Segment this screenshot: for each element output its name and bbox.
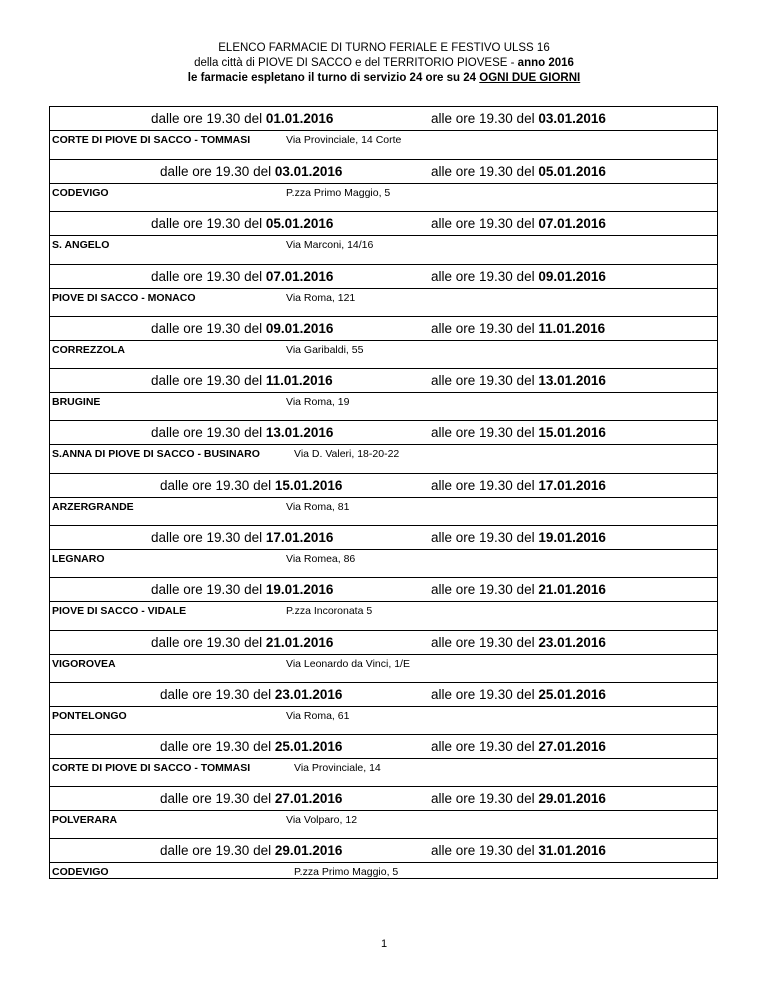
to-label: alle ore 19.30 del [431,373,539,388]
to-label: alle ore 19.30 del [431,164,539,179]
page-number: 1 [380,938,388,950]
pharmacy-town: VIGOROVEA [52,658,116,670]
from-label: dalle ore 19.30 del [151,582,266,597]
note-underlined: OGNI DUE GIORNI [479,72,581,84]
shift-to [431,373,606,388]
from-date: 09.01.2016 [265,321,334,336]
pharmacy-address: Via Roma, 121 [286,292,356,304]
pharmacy-address: P.zza Primo Maggio, 5 [294,866,399,878]
shift-to [431,739,606,754]
pharmacy-town: LEGNARO [52,553,105,565]
to-date: 17.01.2016 [538,478,606,493]
to-label: alle ore 19.30 del [431,635,539,650]
shift-to [431,425,606,440]
pharmacy-town: PIOVE DI SACCO - VIDALE [52,605,187,617]
doc-note [0,71,768,86]
from-date: 21.01.2016 [265,635,334,650]
pharmacy-town: S. ANGELO [52,239,110,251]
doc-subtitle [0,56,768,71]
shift-to [431,635,606,650]
from-date: 19.01.2016 [265,582,334,597]
to-label: alle ore 19.30 del [431,111,539,126]
from-date: 27.01.2016 [274,791,343,806]
to-date: 15.01.2016 [538,425,606,440]
shift-block [50,525,717,577]
shift-to [431,843,606,858]
shift-to [431,111,606,126]
pharmacy-row [50,497,717,516]
from-date: 29.01.2016 [274,843,343,858]
shift-table [49,106,718,879]
to-date: 19.01.2016 [538,530,606,545]
from-label: dalle ore 19.30 del [151,530,266,545]
from-label: dalle ore 19.30 del [151,216,266,231]
to-date: 21.01.2016 [538,582,606,597]
shift-to [431,687,606,702]
shift-to [431,321,605,336]
shift-from [160,164,342,179]
shift-block [50,316,717,368]
shift-from [160,791,342,806]
pharmacy-town: BRUGINE [52,396,101,408]
to-label: alle ore 19.30 del [431,791,539,806]
to-date: 25.01.2016 [538,687,606,702]
shift-from [151,269,333,284]
shift-block [50,420,717,472]
shift-block [50,264,717,316]
shift-block [50,577,717,629]
shift-from [151,635,333,650]
shift-from [160,687,342,702]
shift-from [151,530,333,545]
to-label: alle ore 19.30 del [431,582,539,597]
shift-from [160,739,342,754]
shift-block [50,107,717,159]
shift-to [431,478,606,493]
from-label: dalle ore 19.30 del [151,425,266,440]
shift-from [160,843,342,858]
to-date: 11.01.2016 [538,321,606,336]
shift-block [50,682,717,734]
to-label: alle ore 19.30 del [431,843,539,858]
from-label: dalle ore 19.30 del [160,687,275,702]
pharmacy-town: PIOVE DI SACCO - MONACO [52,292,196,304]
pharmacy-town: CORTE DI PIOVE DI SACCO - TOMMASI [52,134,251,146]
shift-block [50,159,717,211]
to-date: 29.01.2016 [538,791,606,806]
from-label: dalle ore 19.30 del [160,478,275,493]
shift-from [151,321,333,336]
shift-block [50,473,717,525]
to-label: alle ore 19.30 del [431,425,539,440]
pharmacy-town: CODEVIGO [52,187,109,199]
from-label: dalle ore 19.30 del [151,269,266,284]
to-date: 27.01.2016 [538,739,606,754]
subtitle-year: anno 2016 [517,57,574,69]
pharmacy-town: POLVERARA [52,814,118,826]
shift-to [431,582,606,597]
shift-from [160,478,342,493]
pharmacy-town: ARZERGRANDE [52,501,134,513]
pharmacy-address: P.zza Incoronata 5 [286,605,373,617]
to-label: alle ore 19.30 del [431,739,539,754]
to-date: 03.01.2016 [538,111,606,126]
pharmacy-address: Via Leonardo da Vinci, 1/E [286,658,410,670]
shift-block [50,368,717,420]
from-date: 17.01.2016 [265,530,334,545]
from-date: 23.01.2016 [274,687,343,702]
pharmacy-town: S.ANNA DI PIOVE DI SACCO - BUSINARO [52,448,260,460]
to-label: alle ore 19.30 del [431,478,539,493]
pharmacy-address: Via Roma, 61 [286,710,350,722]
to-date: 07.01.2016 [538,216,606,231]
from-label: dalle ore 19.30 del [160,843,275,858]
pharmacy-row [50,549,717,568]
pharmacy-address: Via Provinciale, 14 Corte [286,134,402,146]
pharmacy-row [50,183,717,202]
from-date: 11.01.2016 [265,373,333,388]
to-date: 23.01.2016 [538,635,606,650]
shift-from [151,216,333,231]
from-date: 05.01.2016 [265,216,334,231]
pharmacy-row [50,288,717,307]
from-date: 07.01.2016 [265,269,334,284]
shift-from [151,111,333,126]
pharmacy-row [50,444,717,463]
shift-block [50,786,717,838]
to-date: 31.01.2016 [538,843,606,858]
shift-to [431,164,606,179]
pharmacy-town: CODEVIGO [52,866,109,878]
to-date: 09.01.2016 [538,269,606,284]
from-date: 13.01.2016 [265,425,334,440]
pharmacy-row [50,340,717,359]
pharmacy-address: Via Marconi, 14/16 [286,239,374,251]
to-label: alle ore 19.30 del [431,269,539,284]
pharmacy-town: CORTE DI PIOVE DI SACCO - TOMMASI [52,762,251,774]
from-label: dalle ore 19.30 del [151,111,266,126]
shift-block [50,211,717,263]
pharmacy-row [50,810,717,829]
from-date: 25.01.2016 [274,739,343,754]
pharmacy-address: Via Romea, 86 [286,553,356,565]
pharmacy-address: Via Provinciale, 14 [294,762,381,774]
pharmacy-row [50,706,717,725]
pharmacy-row [50,862,717,881]
to-label: alle ore 19.30 del [431,216,539,231]
pharmacy-address: Via D. Valeri, 18-20-22 [294,448,400,460]
pharmacy-row [50,758,717,777]
pharmacy-row [50,235,717,254]
shift-to [431,269,606,284]
from-label: dalle ore 19.30 del [160,791,275,806]
to-label: alle ore 19.30 del [431,530,539,545]
from-label: dalle ore 19.30 del [151,321,266,336]
pharmacy-address: Via Volparo, 12 [286,814,358,826]
pharmacy-row [50,130,717,149]
pharmacy-row [50,654,717,673]
from-label: dalle ore 19.30 del [160,164,275,179]
from-date: 01.01.2016 [265,111,334,126]
pharmacy-town: PONTELONGO [52,710,127,722]
from-date: 15.01.2016 [274,478,343,493]
shift-to [431,530,606,545]
pharmacy-address: Via Roma, 81 [286,501,350,513]
shift-from [151,373,333,388]
from-label: dalle ore 19.30 del [151,373,266,388]
to-label: alle ore 19.30 del [431,687,539,702]
pharmacy-address: Via Garibaldi, 55 [286,344,364,356]
from-date: 03.01.2016 [274,164,343,179]
pharmacy-row [50,601,717,620]
pharmacy-row [50,392,717,411]
note-prefix: le farmacie espletano il turno di servizio 24 ore su 24 [187,72,480,84]
shift-from [151,582,333,597]
to-date: 05.01.2016 [538,164,606,179]
from-label: dalle ore 19.30 del [160,739,275,754]
pharmacy-address: P.zza Primo Maggio, 5 [286,187,391,199]
to-date: 13.01.2016 [538,373,606,388]
shift-block [50,734,717,786]
to-label: alle ore 19.30 del [431,321,539,336]
shift-to [431,216,606,231]
pharmacy-address: Via Roma, 19 [286,396,350,408]
subtitle-prefix: della città di PIOVE DI SACCO e del TERRITORIO PIOVESE - [194,57,518,69]
from-label: dalle ore 19.30 del [151,635,266,650]
shift-block [50,838,717,890]
pharmacy-town: CORREZZOLA [52,344,125,356]
doc-title: ELENCO FARMACIE DI TURNO FERIALE E FESTIVO ULSS 16 [218,42,550,54]
shift-from [151,425,333,440]
shift-to [431,791,606,806]
shift-block [50,630,717,682]
